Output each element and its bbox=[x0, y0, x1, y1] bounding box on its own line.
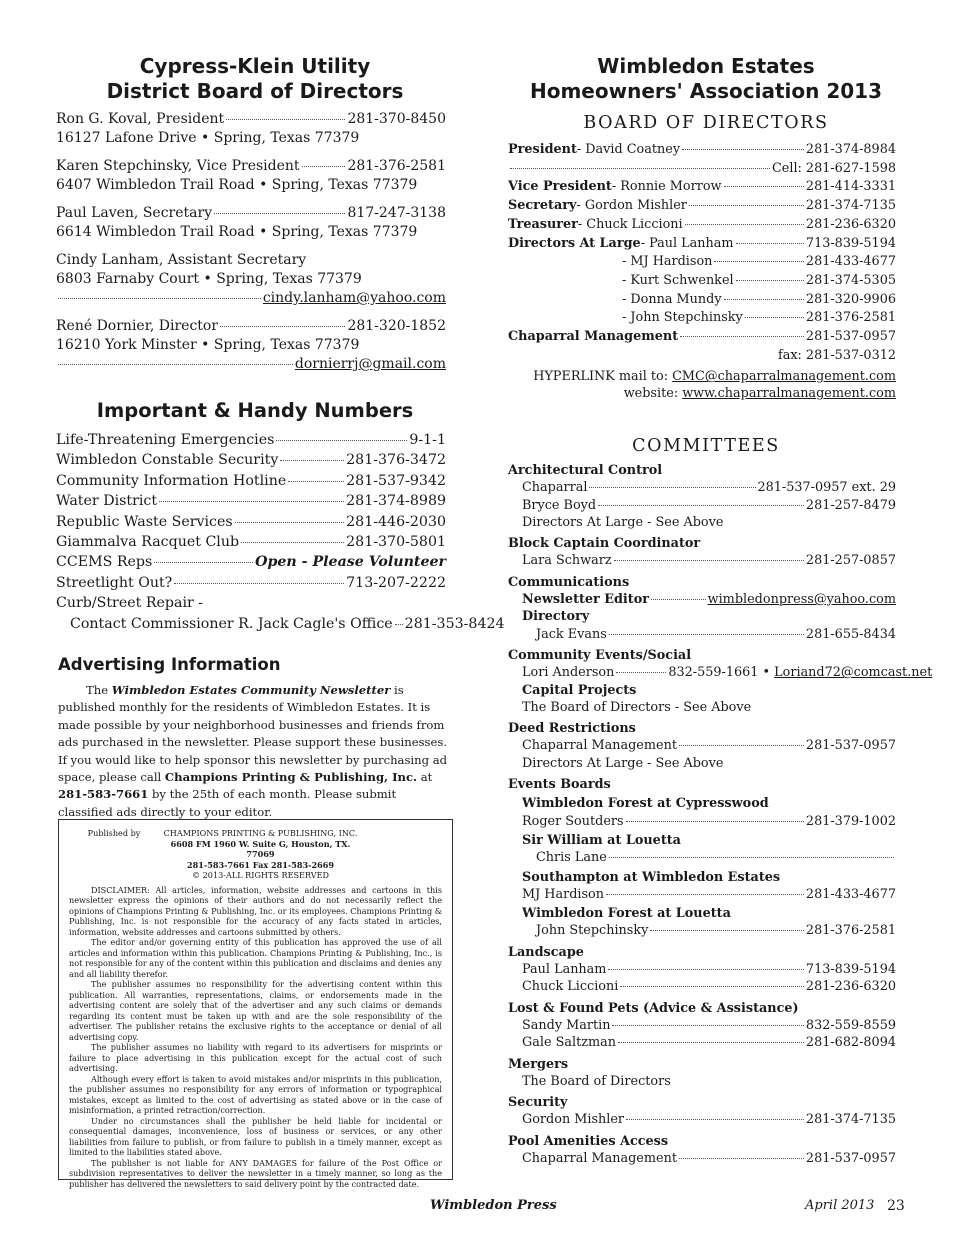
committee-note: The Board of Directors bbox=[522, 1073, 671, 1089]
leader-dots bbox=[214, 213, 345, 214]
newsletter-editor-email-link[interactable]: wimbledonpress@yahoo.com bbox=[707, 592, 896, 608]
leader-dots bbox=[598, 505, 804, 506]
handy-value: 281-370-5801 bbox=[346, 534, 446, 551]
board-row bbox=[508, 197, 896, 216]
committees-list bbox=[508, 462, 933, 1167]
committee-note: Directors At Large - See Above bbox=[522, 514, 724, 530]
committee-name: Paul Lanham bbox=[522, 962, 607, 978]
hoa-title bbox=[508, 54, 904, 104]
leader-dots bbox=[226, 119, 345, 120]
committee-row bbox=[508, 1017, 896, 1034]
handy-label: Water District bbox=[56, 493, 158, 510]
footer-date: April 2013 bbox=[805, 1198, 875, 1213]
board-name: - Gordon Mishler bbox=[576, 198, 687, 214]
leader-dots bbox=[626, 1119, 804, 1120]
committee-title: Events Boards bbox=[508, 777, 611, 793]
committee-name: Jack Evans bbox=[536, 626, 607, 642]
member-block bbox=[56, 110, 446, 148]
management-email-link[interactable]: CMC@chaparralmanagement.com bbox=[672, 369, 896, 385]
committee-subtitle: Capital Projects bbox=[522, 682, 637, 698]
board-role: Treasurer bbox=[508, 216, 578, 232]
publisher-disclaimer-box bbox=[58, 819, 453, 1189]
handy-row bbox=[56, 471, 446, 491]
board-name: - Donna Mundy bbox=[622, 291, 722, 307]
committee-title: Security bbox=[508, 1095, 568, 1111]
committee-row bbox=[508, 1111, 896, 1128]
leader-dots bbox=[589, 487, 755, 488]
committee-name: Lara Schwarz bbox=[522, 553, 612, 569]
board-phone: 281-320-9906 bbox=[805, 291, 896, 307]
published-by-label: Published by bbox=[87, 828, 141, 838]
handy-row bbox=[56, 532, 446, 552]
publisher-info bbox=[159, 828, 442, 881]
committee-name: Gale Saltzman bbox=[522, 1035, 616, 1051]
board-row bbox=[508, 253, 896, 272]
handy-row bbox=[56, 573, 446, 593]
adv-company: Champions Printing & Publishing, Inc. bbox=[164, 770, 418, 785]
handy-label: CCEMS Reps bbox=[56, 554, 153, 571]
adv-text: The bbox=[86, 683, 112, 697]
board-row bbox=[508, 235, 896, 254]
utility-board-section bbox=[56, 54, 454, 104]
adv-phone: 281-583-7661 bbox=[58, 787, 149, 802]
board-name: - Kurt Schwenkel bbox=[622, 272, 734, 288]
member-block bbox=[56, 251, 446, 308]
events-email-link[interactable]: Loriand72@comcast.net bbox=[774, 665, 933, 681]
handy-label: Curb/Street Repair - bbox=[56, 595, 204, 612]
management-website-link[interactable]: www.chaparralmanagement.com bbox=[682, 386, 896, 402]
disclaimer-paragraph: DISCLAIMER: All articles, information, website addresses and cartoons in this newsletter express the opinions of their authors and do not necessarily reflect the opinions of Champions Printing & Publishing, Inc. or its employees. Champions Printing & Publishing, Inc. is not responsible for the accuracy of any facts stated in articles, information, website addresses and cartoons submitted by others. bbox=[69, 884, 442, 937]
committee-phone: 281-236-6320 bbox=[805, 979, 896, 995]
disclaimer-text bbox=[69, 885, 442, 1190]
leader-dots bbox=[612, 1025, 803, 1026]
leader-dots bbox=[620, 986, 804, 987]
committee-row bbox=[508, 664, 933, 681]
utility-board-list bbox=[56, 110, 446, 374]
board-name: - John Stepchinsky bbox=[622, 310, 743, 326]
board-heading: BOARD OF DIRECTORS bbox=[583, 113, 829, 133]
committee-row bbox=[508, 552, 896, 569]
board-name: - David Coatney bbox=[576, 142, 681, 157]
publisher-rights: © 2013-ALL RIGHTS RESERVED bbox=[191, 870, 329, 880]
board-phone: 281-374-5305 bbox=[805, 272, 896, 288]
board-role: Secretary bbox=[508, 198, 577, 214]
committee-row bbox=[508, 886, 896, 903]
handy-label: Wimbledon Constable Security bbox=[56, 452, 279, 469]
leader-dots bbox=[724, 186, 804, 187]
board-role: Directors At Large bbox=[508, 235, 641, 251]
committee-phone: 832-559-1661 • bbox=[668, 665, 771, 681]
board-row bbox=[508, 309, 896, 328]
committee-row bbox=[508, 813, 896, 830]
publisher-phones: 281-583-7661 Fax 281-583-2669 bbox=[186, 859, 335, 870]
board-phone: 281-374-7135 bbox=[805, 198, 896, 214]
handy-value: Open - Please Volunteer bbox=[255, 554, 446, 571]
board-row bbox=[508, 272, 896, 291]
committee-note: The Board of Directors - See Above bbox=[522, 699, 752, 715]
advertising-title: Advertising Information bbox=[58, 655, 281, 674]
committee-note: Directors At Large - See Above bbox=[522, 755, 724, 771]
leader-dots bbox=[235, 522, 344, 523]
committee-title: Landscape bbox=[508, 944, 584, 960]
board-row bbox=[508, 328, 896, 347]
board-name: - Paul Lanham bbox=[640, 235, 734, 251]
leader-dots bbox=[606, 894, 804, 895]
member-block bbox=[56, 204, 446, 242]
board-phone: 281-374-8984 bbox=[805, 142, 896, 157]
committee-row bbox=[508, 1034, 896, 1051]
committee-title: Architectural Control bbox=[508, 463, 663, 478]
handy-value: 281-374-8989 bbox=[346, 493, 446, 510]
committee-subtitle: Directory bbox=[522, 609, 590, 625]
leader-dots bbox=[276, 440, 407, 441]
leader-dots bbox=[302, 166, 346, 167]
board-row bbox=[508, 178, 896, 197]
committee-title: Mergers bbox=[508, 1056, 569, 1072]
leader-dots bbox=[679, 745, 804, 746]
handy-numbers-title: Important & Handy Numbers bbox=[96, 399, 414, 422]
member-name: Cindy Lanham, Assistant Secretary bbox=[56, 252, 307, 268]
handy-numbers-list bbox=[56, 430, 505, 634]
leader-dots bbox=[609, 857, 894, 858]
committee-row bbox=[508, 1150, 896, 1167]
handy-value: 281-353-8424 bbox=[404, 615, 505, 632]
handy-label: Giammalva Racquet Club bbox=[56, 534, 240, 551]
committee-title: Community Events/Social bbox=[508, 647, 692, 663]
board-name: - Chuck Liccioni bbox=[577, 216, 683, 232]
member-block bbox=[56, 317, 446, 374]
footer-page-number: 23 bbox=[887, 1198, 905, 1214]
handy-value: 713-207-2222 bbox=[346, 574, 446, 591]
committee-name: John Stepchinsky bbox=[536, 923, 649, 939]
committee-name: Lori Anderson bbox=[522, 665, 615, 681]
committee-row bbox=[508, 591, 896, 608]
disclaimer-paragraph: The publisher assumes no responsibility for the advertising content within this publication. All warranties, representations, claims, or endorsements made in the advertising content are solely that of the advertiser and any such claims or demands regarding its content must be taken up with and are the sole responsibility of the advertiser. The publisher retains the exclusive rights to the acceptance or denial of all advertising copy. bbox=[69, 979, 442, 1042]
leader-dots bbox=[614, 560, 804, 561]
leader-dots bbox=[689, 205, 804, 206]
committee-phone: 281-433-4677 bbox=[805, 886, 896, 902]
committee-subtitle: Newsletter Editor bbox=[522, 592, 649, 608]
publisher-company: CHAMPIONS PRINTING & PUBLISHING, INC. bbox=[163, 828, 358, 838]
member-name: Ron G. Koval, President bbox=[56, 111, 225, 127]
member-phone: 817-247-3138 bbox=[347, 205, 446, 221]
committee-phone: 281-257-8479 bbox=[805, 497, 896, 513]
committee-row bbox=[508, 479, 896, 496]
committee-phone: 713-839-5194 bbox=[805, 962, 896, 978]
leader-dots bbox=[618, 1042, 804, 1043]
leader-dots bbox=[651, 599, 706, 600]
handy-value: 281-446-2030 bbox=[346, 513, 446, 530]
committee-name: Bryce Boyd bbox=[522, 497, 597, 513]
leader-dots bbox=[159, 501, 344, 502]
adv-newsletter-name: Wimbledon Estates Community Newsletter bbox=[111, 683, 391, 697]
management-email-line bbox=[508, 368, 896, 385]
disclaimer-paragraph: The editor and/or governing entity of this publication has approved the use of all articles and information within this publication. Champions Printing & Publishing, Inc., is not responsible for any of the content within this publication and disclaims and denies any and all liability therefor. bbox=[69, 937, 442, 979]
committee-phone: 281-655-8434 bbox=[805, 626, 896, 642]
handy-label: Life-Threatening Emergencies bbox=[56, 432, 275, 448]
handy-row bbox=[56, 512, 446, 532]
leader-dots bbox=[616, 672, 666, 673]
committee-subtitle: Southampton at Wimbledon Estates bbox=[522, 869, 781, 885]
committee-title: Pool Amenities Access bbox=[508, 1133, 669, 1149]
management-fax: fax: 281-537-0312 bbox=[777, 347, 896, 363]
committee-name: Chaparral Management bbox=[522, 738, 677, 754]
member-address: 6614 Wimbledon Trail Road • Spring, Texas 77379 bbox=[56, 224, 418, 240]
committee-title: Block Captain Coordinator bbox=[508, 536, 701, 552]
disclaimer-paragraph: The publisher assumes no liability with regard to its advertisers for misprints or failure to place advertising in this publication except for the actual cost of such advertising. bbox=[69, 1042, 442, 1073]
leader-dots bbox=[626, 821, 804, 822]
handy-row bbox=[56, 614, 505, 634]
committee-name: Gordon Mishler bbox=[522, 1112, 625, 1128]
disclaimer-paragraph: Although every effort is taken to avoid mistakes and/or misprints in this publication, the publisher assumes no responsibility for any errors of information or typographical mistakes, except as limited to the cost of advertising as stated above or in the case of misinformation, a printed retraction/correction. bbox=[69, 1073, 442, 1115]
board-phone: 281-414-3331 bbox=[805, 179, 896, 195]
disclaimer-paragraph: Under no circumstances shall the publisher be held liable for incidental or consequential damages, inconvenience, loss of business or services, or any other liabilities from failure to publish, or from failure to publish in a timely manner, except as limited to the liabilities stated above. bbox=[69, 1115, 442, 1157]
member-name: Karen Stepchinsky, Vice President bbox=[56, 158, 300, 174]
committee-phone: 281-537-0957 ext. 29 bbox=[757, 480, 896, 496]
hoa-title-line2: Homeowners' Association 2013 bbox=[529, 79, 882, 103]
member-address: 16127 Lafone Drive • Spring, Texas 77379 bbox=[56, 130, 360, 146]
leader-dots bbox=[736, 243, 804, 244]
committee-name: Chris Lane bbox=[536, 850, 607, 866]
committee-phone: 281-537-0957 bbox=[805, 738, 896, 754]
leader-dots bbox=[510, 168, 770, 169]
handy-value: 281-537-9342 bbox=[346, 472, 446, 489]
hoa-title-line1: Wimbledon Estates bbox=[597, 54, 815, 78]
member-address: 6407 Wimbledon Trail Road • Spring, Texas 77379 bbox=[56, 177, 418, 193]
leader-dots bbox=[58, 364, 293, 365]
committee-title: Lost & Found Pets (Advice & Assistance) bbox=[508, 1000, 799, 1016]
committees-heading: COMMITTEES bbox=[632, 436, 780, 456]
committee-subtitle: Wimbledon Forest at Cypresswood bbox=[522, 796, 769, 812]
leader-dots bbox=[680, 336, 804, 337]
leader-dots bbox=[288, 481, 344, 482]
committee-title: Deed Restrictions bbox=[508, 721, 636, 737]
board-phone: 281-236-6320 bbox=[805, 216, 896, 232]
leader-dots bbox=[174, 583, 344, 584]
board-phone: 281-376-2581 bbox=[805, 310, 896, 326]
committee-name: Sandy Martin bbox=[522, 1017, 611, 1033]
handy-row bbox=[56, 491, 446, 511]
board-role: President bbox=[508, 142, 577, 157]
handy-label: Streetlight Out? bbox=[56, 574, 173, 591]
committee-row bbox=[508, 737, 896, 754]
adv-text: is published monthly for the residents of Wimbledon Estates. It is made possible by your neighborhood businesses and friends from ads purchased in the newsletter. Please support these businesses. If you would like to help sponsor this newsletter by purchasing ad space, please call bbox=[58, 683, 448, 785]
committee-phone: 281-257-0857 bbox=[805, 553, 896, 569]
member-email-link[interactable]: dornierrj@gmail.com bbox=[294, 356, 446, 372]
committee-name: MJ Hardison bbox=[522, 886, 605, 902]
member-address: 6803 Farnaby Court • Spring, Texas 77379 bbox=[56, 271, 362, 287]
utility-board-title bbox=[56, 54, 454, 104]
committee-row bbox=[508, 497, 896, 514]
publisher-address: 6608 FM 1960 W. Suite G, Houston, TX. 77069 bbox=[170, 838, 351, 859]
hoa-board-list bbox=[508, 141, 896, 402]
web-prefix: website: bbox=[623, 386, 683, 402]
board-phone: Cell: 281-627-1598 bbox=[772, 160, 896, 176]
leader-dots bbox=[395, 624, 403, 625]
member-phone: 281-376-2581 bbox=[347, 158, 446, 174]
advertising-paragraph bbox=[58, 682, 452, 821]
member-phone: 281-370-8450 bbox=[347, 111, 446, 127]
management-website-line bbox=[508, 385, 896, 402]
leader-dots bbox=[682, 149, 804, 150]
leader-dots bbox=[650, 930, 804, 931]
leader-dots bbox=[724, 299, 804, 300]
committee-row bbox=[508, 849, 896, 866]
board-row bbox=[508, 291, 896, 310]
committee-phone: 281-379-1002 bbox=[805, 813, 896, 829]
board-name: - Ronnie Morrow bbox=[611, 179, 722, 195]
leader-dots bbox=[280, 460, 344, 461]
leader-dots bbox=[745, 317, 804, 318]
committee-title: Communications bbox=[508, 574, 630, 590]
member-name: Paul Laven, Secretary bbox=[56, 205, 213, 221]
publisher-header bbox=[69, 828, 442, 881]
handy-row bbox=[56, 450, 446, 470]
handy-label: Community Information Hotline bbox=[56, 472, 287, 489]
mail-prefix: HYPERLINK mail to: bbox=[533, 369, 673, 385]
committee-phone: 281-376-2581 bbox=[805, 923, 896, 939]
board-phone: 281-537-0957 bbox=[805, 329, 896, 345]
member-name: René Dornier, Director bbox=[56, 318, 219, 334]
adv-text: by the 25th of each month. Please submit classified ads directly to your editor. bbox=[58, 787, 397, 819]
board-row bbox=[508, 160, 896, 179]
leader-dots bbox=[241, 542, 344, 543]
committee-row bbox=[508, 978, 896, 995]
committee-phone: 281-374-7135 bbox=[805, 1112, 896, 1128]
member-block bbox=[56, 157, 446, 195]
committee-subtitle: Wimbledon Forest at Louetta bbox=[522, 906, 731, 922]
committee-row bbox=[508, 626, 896, 643]
committee-name: Chuck Liccioni bbox=[522, 979, 619, 995]
committee-phone: 281-682-8094 bbox=[805, 1035, 896, 1051]
handy-value: 9-1-1 bbox=[409, 432, 446, 448]
board-name: - MJ Hardison bbox=[622, 254, 713, 270]
board-role: Chaparral Management bbox=[508, 329, 679, 345]
board-phone: 713-839-5194 bbox=[805, 235, 896, 251]
handy-value: 281-376-3472 bbox=[346, 452, 446, 469]
committee-row bbox=[508, 922, 896, 939]
committee-subtitle: Sir William at Louetta bbox=[522, 832, 681, 848]
disclaimer-paragraph: The publisher is not liable for ANY DAMAGES for failure of the Post Office or subdivision representatives to deliver the newsletter in a timely manner, so long as the publisher has delivered the newsletters to said delivery point by the contracted date. bbox=[69, 1157, 442, 1189]
handy-label: Republic Waste Services bbox=[56, 513, 233, 530]
board-row bbox=[508, 141, 896, 160]
leader-dots bbox=[58, 298, 261, 299]
utility-board-title-line1: Cypress-Klein Utility bbox=[139, 54, 371, 78]
leader-dots bbox=[609, 634, 804, 635]
leader-dots bbox=[608, 969, 803, 970]
board-phone: 281-433-4677 bbox=[805, 254, 896, 270]
leader-dots bbox=[714, 261, 804, 262]
leader-dots bbox=[679, 1158, 804, 1159]
member-phone: 281-320-1852 bbox=[347, 318, 446, 334]
board-row bbox=[508, 216, 896, 235]
adv-text: at bbox=[417, 770, 433, 785]
leader-dots bbox=[154, 562, 253, 563]
committee-name: Chaparral Management bbox=[522, 1150, 677, 1166]
leader-dots bbox=[736, 280, 804, 281]
leader-dots bbox=[220, 326, 345, 327]
member-email-link[interactable]: cindy.lanham@yahoo.com bbox=[262, 290, 446, 306]
board-role: Vice President bbox=[508, 179, 612, 195]
committee-name: Chaparral bbox=[522, 480, 588, 496]
committee-name: Roger Soutders bbox=[522, 813, 624, 829]
committee-row bbox=[508, 961, 896, 978]
committee-phone: 281-537-0957 bbox=[805, 1150, 896, 1166]
footer-publication: Wimbledon Press bbox=[430, 1198, 557, 1213]
utility-board-title-line2: District Board of Directors bbox=[106, 79, 404, 103]
member-address: 16210 York Minster • Spring, Texas 77379 bbox=[56, 337, 360, 353]
leader-dots bbox=[685, 224, 804, 225]
committee-phone: 832-559-8559 bbox=[805, 1017, 896, 1033]
handy-row bbox=[56, 430, 446, 450]
handy-row bbox=[56, 552, 446, 572]
handy-label: Contact Commissioner R. Jack Cagle's Office bbox=[70, 615, 393, 632]
